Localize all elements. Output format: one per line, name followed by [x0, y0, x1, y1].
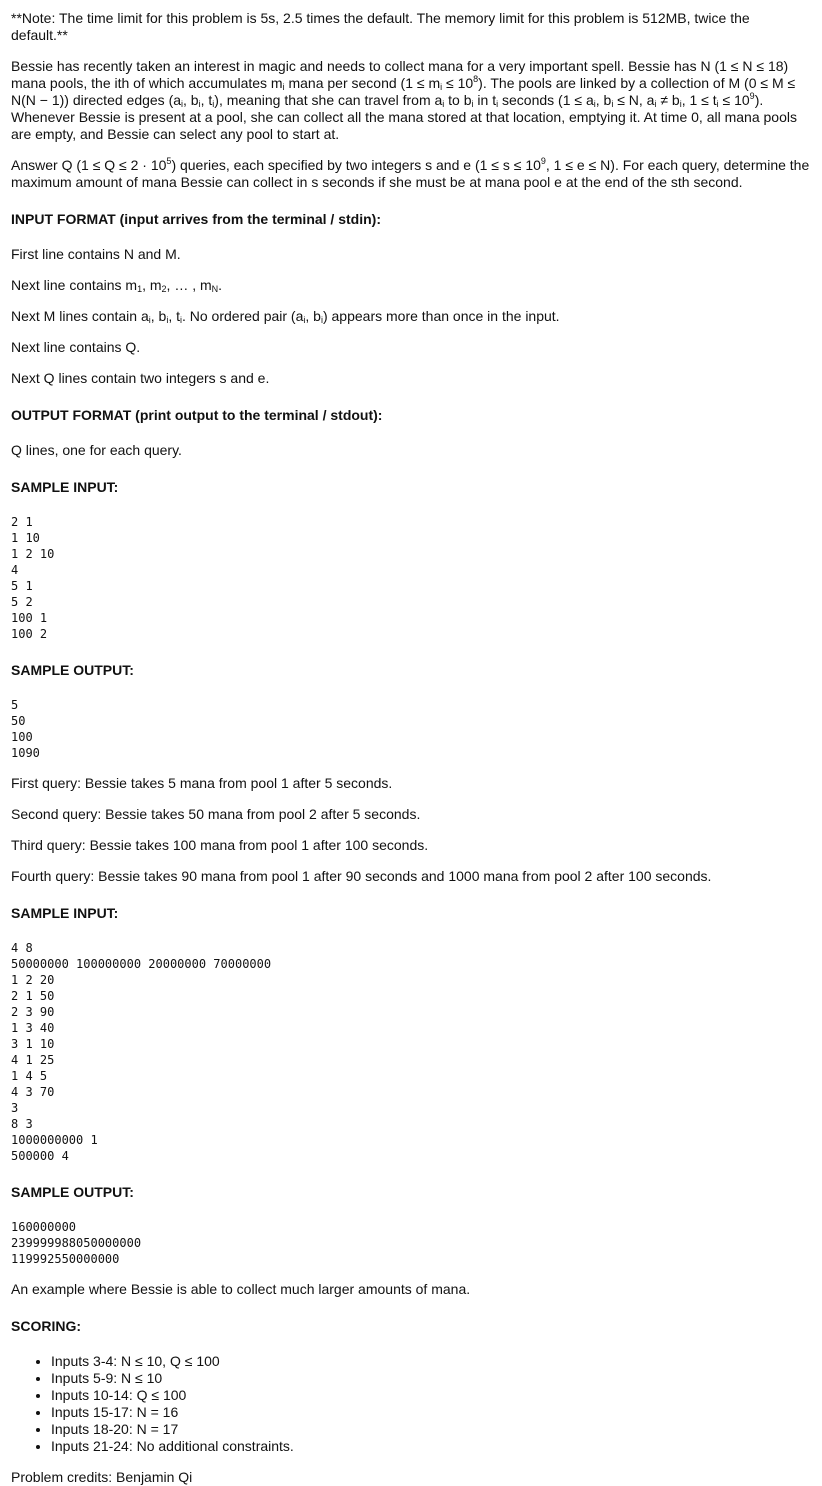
sample2-explanation: An example where Bessie is able to collect much larger amounts of mana. [11, 1281, 471, 1297]
sample1-explanation: Third query: Bessie takes 100 mana from pool 1 after 100 seconds. [11, 837, 429, 853]
scoring-header: SCORING: [11, 1318, 81, 1334]
input-format-line: Next line contains $m_1$, $m_2$, … , $m_N$. [11, 277, 223, 294]
input-format-line: Next Q lines contain two integers s and e. [11, 370, 270, 386]
output-format-text: Q lines, one for each query. [11, 442, 182, 458]
scoring-list [11, 1353, 810, 1455]
sample1-input-header: SAMPLE INPUT: [11, 479, 119, 495]
sample1-input-code: 2 1 1 10 1 2 10 4 5 1 5 2 100 1 100 2 [11, 515, 55, 641]
statement-paragraph: Bessie has recently taken an interest in magic and needs to collect mana for a very important spell. Bessie has N (1 ≤ N ≤ 18) mana pools, the ith of which accumulates $m_i$ mana per second $(1 \le m_i \le 10^8)$. The pools are linked by a collection of M (0 ≤ M ≤ N(N − 1)) directed edges ($a_i$, $b_i$, $t_i$), meaning that she can travel from $a_i$ to $b_i$ in $t_i$ seconds ($1 \le a_i$, $b_i \le N$, $a_i \ne b_i$, $1 \le t_i \le 10^9$). Whenever Bessie is present at a pool, she can collect all the mana stored at that location, emptying it. At time 0, all mana pools are empty, and Bessie can select any pool to start at. [11, 58, 797, 142]
scoring-item: • Inputs 10-14: Q ≤ 100 [51, 1387, 810, 1404]
sample2-output-code: 160000000 239999988050000000 119992550000000 [11, 1220, 142, 1266]
sample2-output-header: SAMPLE OUTPUT: [11, 1184, 134, 1200]
scoring-item: • Inputs 3-4: N ≤ 10, Q ≤ 100 [51, 1353, 810, 1370]
queries-paragraph: Answer Q $(1 \le Q \le 2 \cdot 10^5)$ queries, each specified by two integers s and e ($1 \le s \le 10^9$, 1 ≤ e ≤ N). For each query, determine the maximum amount of mana Bessie can collect in s seconds if she must be at mana pool e at the end of the sth second. [11, 156, 810, 190]
input-format-header: INPUT FORMAT (input arrives from the terminal / stdin): [11, 211, 381, 227]
problem-credits: Problem credits: Benjamin Qi [11, 1469, 193, 1485]
sample1-explanation: First query: Bessie takes 5 mana from pool 1 after 5 seconds. [11, 775, 393, 791]
input-format-line: Next M lines contain $a_i$, $b_i$, $t_i$. No ordered pair ($a_i$, $b_i$) appears more than once in the input. [11, 308, 560, 325]
scoring-item: • Inputs 15-17: N = 16 [51, 1404, 810, 1421]
sample1-output-header: SAMPLE OUTPUT: [11, 662, 134, 678]
input-format-line: Next line contains Q. [11, 339, 141, 355]
sample2-input-header: SAMPLE INPUT: [11, 905, 119, 921]
sample1-explanation: Fourth query: Bessie takes 90 mana from pool 1 after 90 seconds and 1000 mana from pool 2 after 100 seconds. [11, 868, 712, 884]
input-format-line: First line contains N and M. [11, 246, 181, 262]
output-format-header: OUTPUT FORMAT (print output to the terminal / stdout): [11, 407, 383, 423]
note-text: **Note: The time limit for this problem is 5s, 2.5 times the default. The memory limit for this problem is 512MB, twice the default.** [11, 10, 750, 43]
sample1-explanation: Second query: Bessie takes 50 mana from pool 2 after 5 seconds. [11, 806, 421, 822]
sample2-input-code: 4 8 50000000 100000000 20000000 70000000 1 2 20 2 1 50 2 3 90 1 3 40 3 1 10 4 1 25 1 4 5 4 3 70 3 8 3 1000000000 1 500000 4 [11, 941, 272, 1163]
sample1-output-code: 5 50 100 1090 [11, 698, 40, 760]
scoring-item: • Inputs 5-9: N ≤ 10 [51, 1370, 810, 1387]
scoring-item: • Inputs 21-24: No additional constraints. [51, 1438, 810, 1455]
scoring-item: • Inputs 18-20: N = 17 [51, 1421, 810, 1438]
